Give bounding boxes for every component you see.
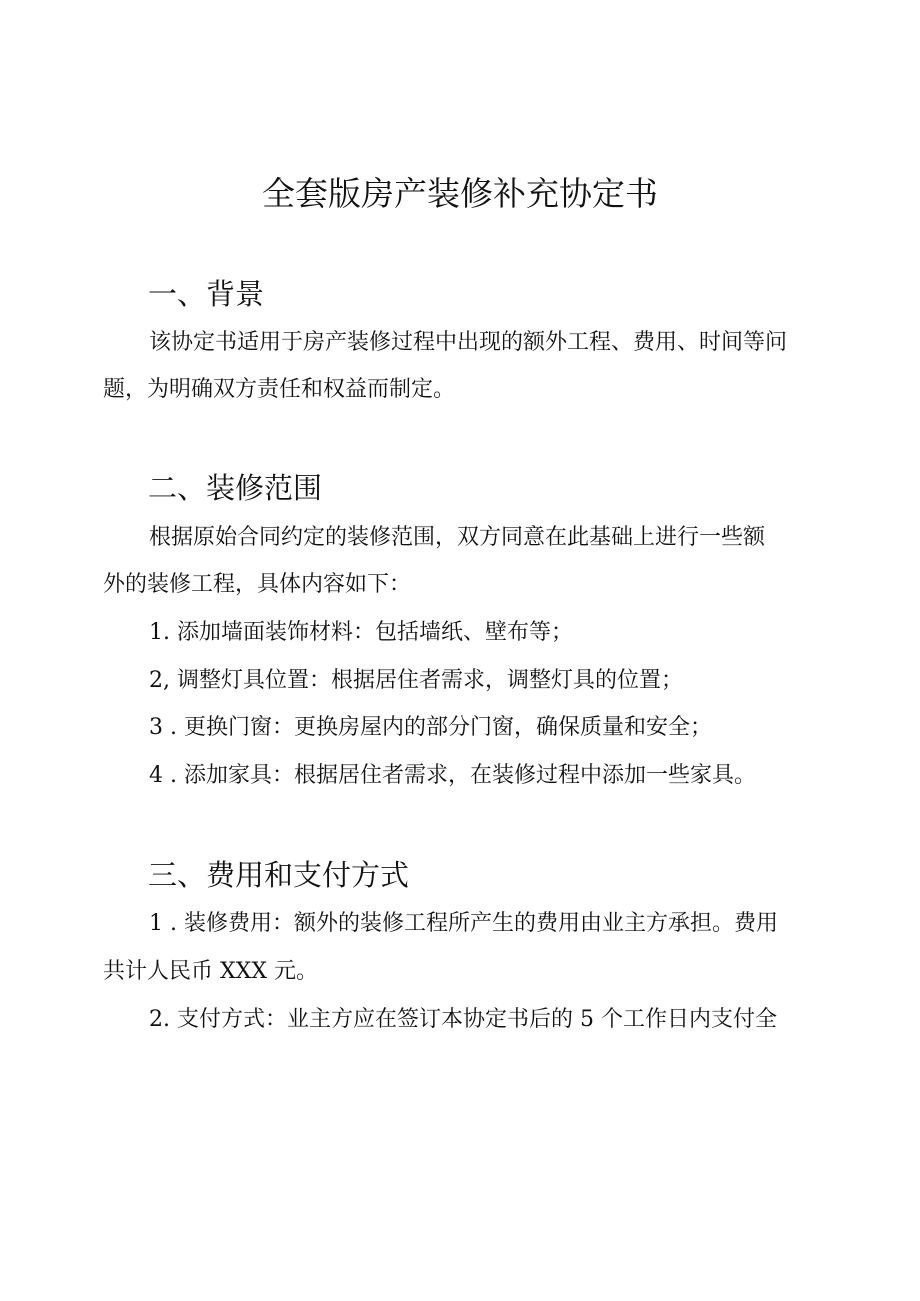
section-heading-background: 一、背景: [148, 277, 265, 311]
list-item: 3 . 更换门窗：更换房屋内的部分门窗，确保质量和安全；: [149, 715, 712, 740]
paragraph-line: 题，为明确双方责任和权益而制定。: [103, 377, 456, 402]
list-item: 2. 支付方式：业主方应在签订本协定书后的 5 个工作日内支付全: [149, 1007, 777, 1032]
paragraph-line: 该协定书适用于房产装修过程中出现的额外工程、费用、时间等问: [149, 330, 788, 355]
paragraph-line: 共计人民币 XXX 元。: [103, 959, 318, 984]
section-heading-payment: 三、费用和支付方式: [148, 858, 410, 892]
section-heading-scope: 二、装修范围: [148, 471, 323, 505]
paragraph-line: 根据原始合同约定的装修范围，双方同意在此基础上进行一些额: [149, 525, 766, 550]
document-title: 全套版房产装修补充协定书: [262, 174, 658, 213]
list-item: 4 . 添加家具：根据居住者需求，在装修过程中添加一些家具。: [149, 763, 756, 788]
list-item: 1. 添加墙面装饰材料：包括墙纸、壁布等；: [149, 620, 573, 645]
list-item: 2, 调整灯具位置：根据居住者需求，调整灯具的位置；: [149, 668, 683, 693]
paragraph-line: 外的装修工程，具体内容如下：: [103, 572, 412, 597]
list-item: 1 . 装修费用：额外的装修工程所产生的费用由业主方承担。费用: [149, 911, 778, 936]
